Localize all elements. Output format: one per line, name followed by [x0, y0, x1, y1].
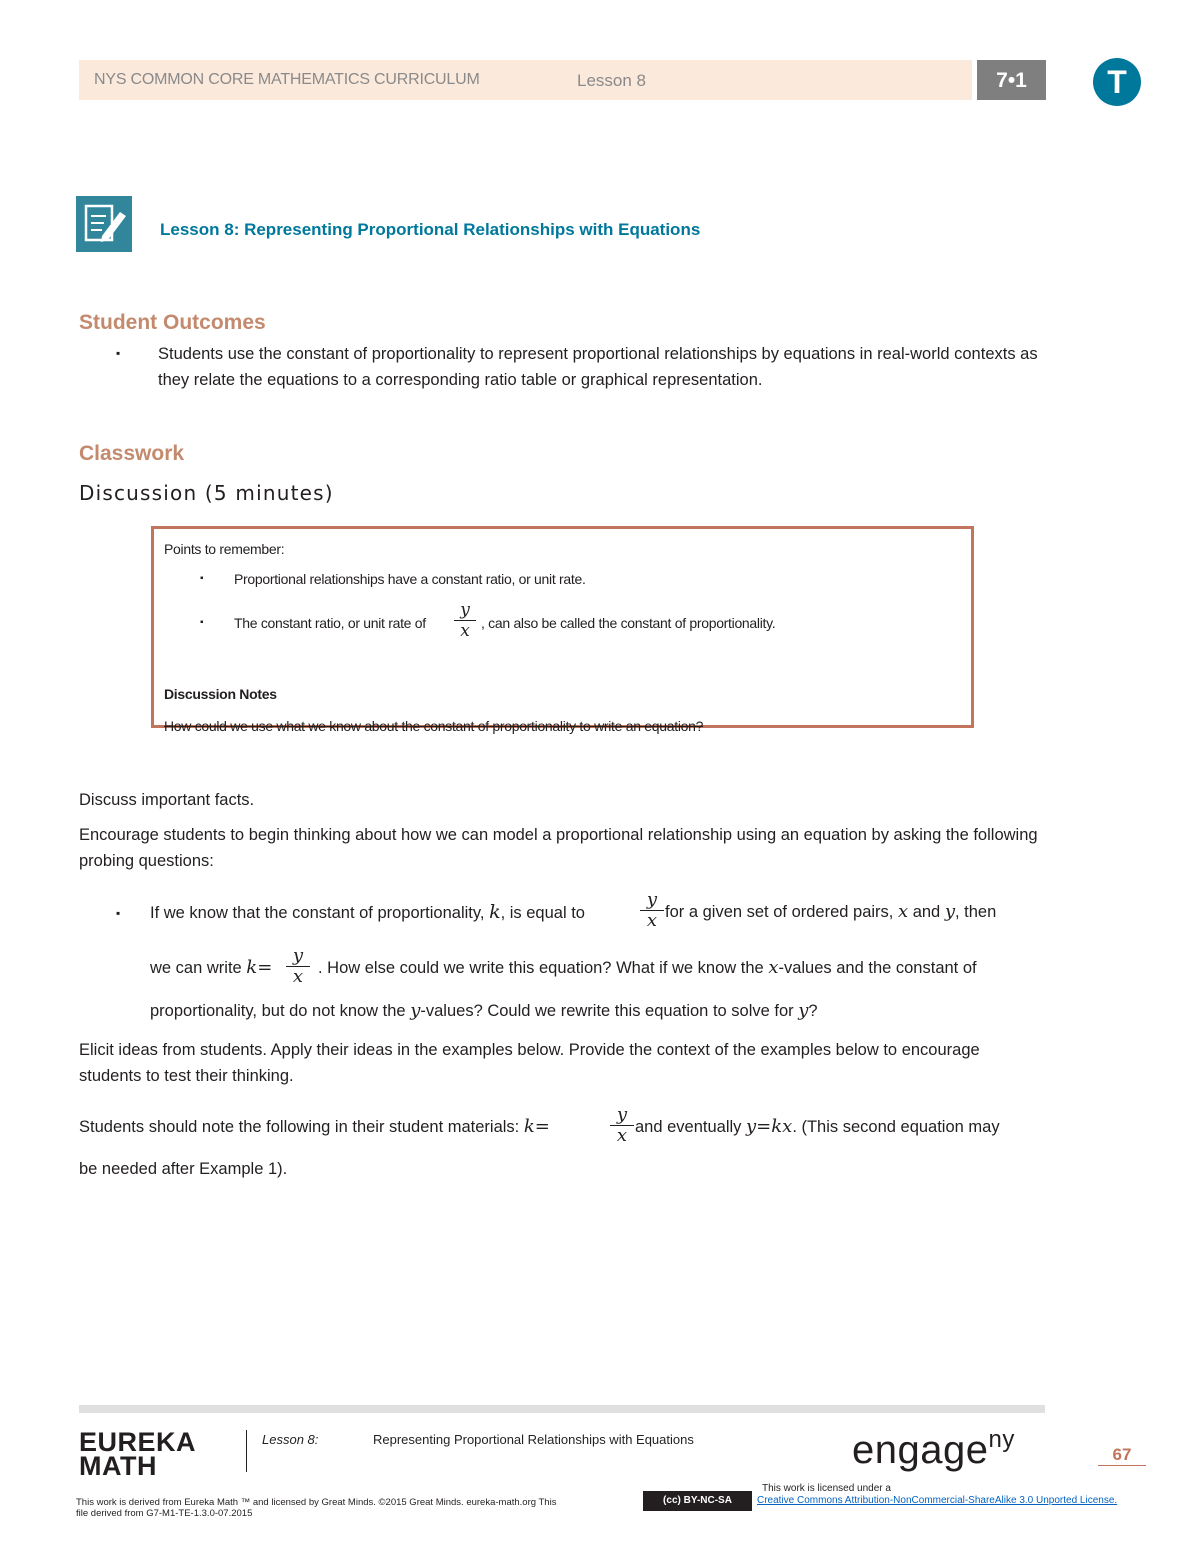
derived-notice: This work is derived from Eureka Math ™ and licensed by Great Minds. ©2015 Great Minds. eureka-math.org This file derived from G7-M1-TE-1.3.0-07.2015: [76, 1497, 557, 1519]
paragraph-note: Students should note the following in their student materials: k=: [79, 1116, 550, 1137]
footer-rule: [79, 1405, 1045, 1413]
probe-line-2-cont: . How else could we write this equation? What if we know the x-values and the constant of: [318, 957, 977, 978]
paragraph-note-end: be needed after Example 1).: [79, 1160, 288, 1178]
paragraph-note-cont: and eventually y=kx. (This second equation may: [635, 1116, 1000, 1137]
fraction-y-over-x: [454, 600, 476, 641]
footer-lesson: Lesson 8:: [262, 1432, 319, 1447]
probe-line-3: proportionality, but do not know the y-values? Could we rewrite this equation to solve for y?: [150, 1000, 818, 1021]
paragraph-elicit: Elicit ideas from students. Apply their ideas in the examples below. Provide the context of the examples below to encourage students to test their thinking.: [79, 1041, 980, 1085]
probe-line-1-cont: for a given set of ordered pairs, x and y, then: [665, 901, 997, 922]
student-outcomes-heading: Student Outcomes: [79, 311, 266, 334]
license-text: This work is licensed under a: [762, 1483, 891, 1494]
license-link[interactable]: Creative Commons Attribution-NonCommercial-ShareAlike 3.0 Unported License.: [757, 1495, 1118, 1506]
box-bullet-2-start: The constant ratio, or unit rate of: [234, 615, 426, 631]
bullet-icon: ▪: [200, 617, 204, 628]
lesson-title: Lesson 8: Representing Proportional Relationships with Equations: [160, 220, 701, 239]
box-bullet-2-end: , can also be called the constant of proportionality.: [481, 615, 776, 631]
eureka-math-logo: EUREKA MATH: [79, 1427, 197, 1481]
teacher-badge: T: [1093, 58, 1141, 106]
fraction-denominator: x: [460, 621, 470, 641]
header-lesson: Lesson 8: [577, 71, 646, 90]
discussion-question: How could we use what we know about the constant of proportionality to write an equation?: [164, 718, 704, 734]
fraction-y-over-x: y x: [286, 946, 310, 987]
page-number: 67: [1098, 1445, 1146, 1466]
box-bullet-1: Proportional relationships have a constant ratio, or unit rate.: [234, 571, 586, 587]
probe-line-2: we can write k=: [150, 957, 273, 978]
fraction-y-over-x: y x: [640, 890, 664, 931]
discussion-notes-label: Discussion Notes: [164, 686, 277, 702]
discussion-heading: Discussion (5 minutes): [79, 481, 334, 505]
points-label: Points to remember:: [164, 541, 285, 557]
paragraph-encourage: Encourage students to begin thinking about how we can model a proportional relationship using an equation by asking the following probing questions:: [79, 826, 1038, 870]
fraction-y-over-x: y x: [610, 1105, 634, 1146]
student-outcome-text: Students use the constant of proportionality to represent proportional relationships by equations in real-world contexts as they relate the equations to a corresponding ratio table or graphical representation.: [158, 345, 1038, 389]
grade-badge: 7•1: [977, 60, 1046, 100]
footer-lesson-title: Representing Proportional Relationships with Equations: [373, 1432, 694, 1447]
footer-divider: [246, 1430, 247, 1472]
engageny-logo: engage$^{ny}$: [852, 1426, 1015, 1472]
probe-line-1: If we know that the constant of proportionality, k, is equal to: [150, 901, 585, 923]
cc-license-badge[interactable]: (cc) BY-NC-SA: [643, 1491, 752, 1511]
bullet-icon: ▪: [116, 906, 121, 920]
paragraph-discuss: Discuss important facts.: [79, 791, 255, 809]
classwork-heading: Classwork: [79, 442, 185, 465]
fraction-numerator: y: [460, 600, 470, 620]
curriculum-label: NYS COMMON CORE MATHEMATICS CURRICULUM: [94, 71, 480, 88]
pencil-paper-icon: [76, 196, 132, 252]
bullet-icon: ▪: [116, 346, 121, 360]
bullet-icon: ▪: [200, 573, 204, 584]
